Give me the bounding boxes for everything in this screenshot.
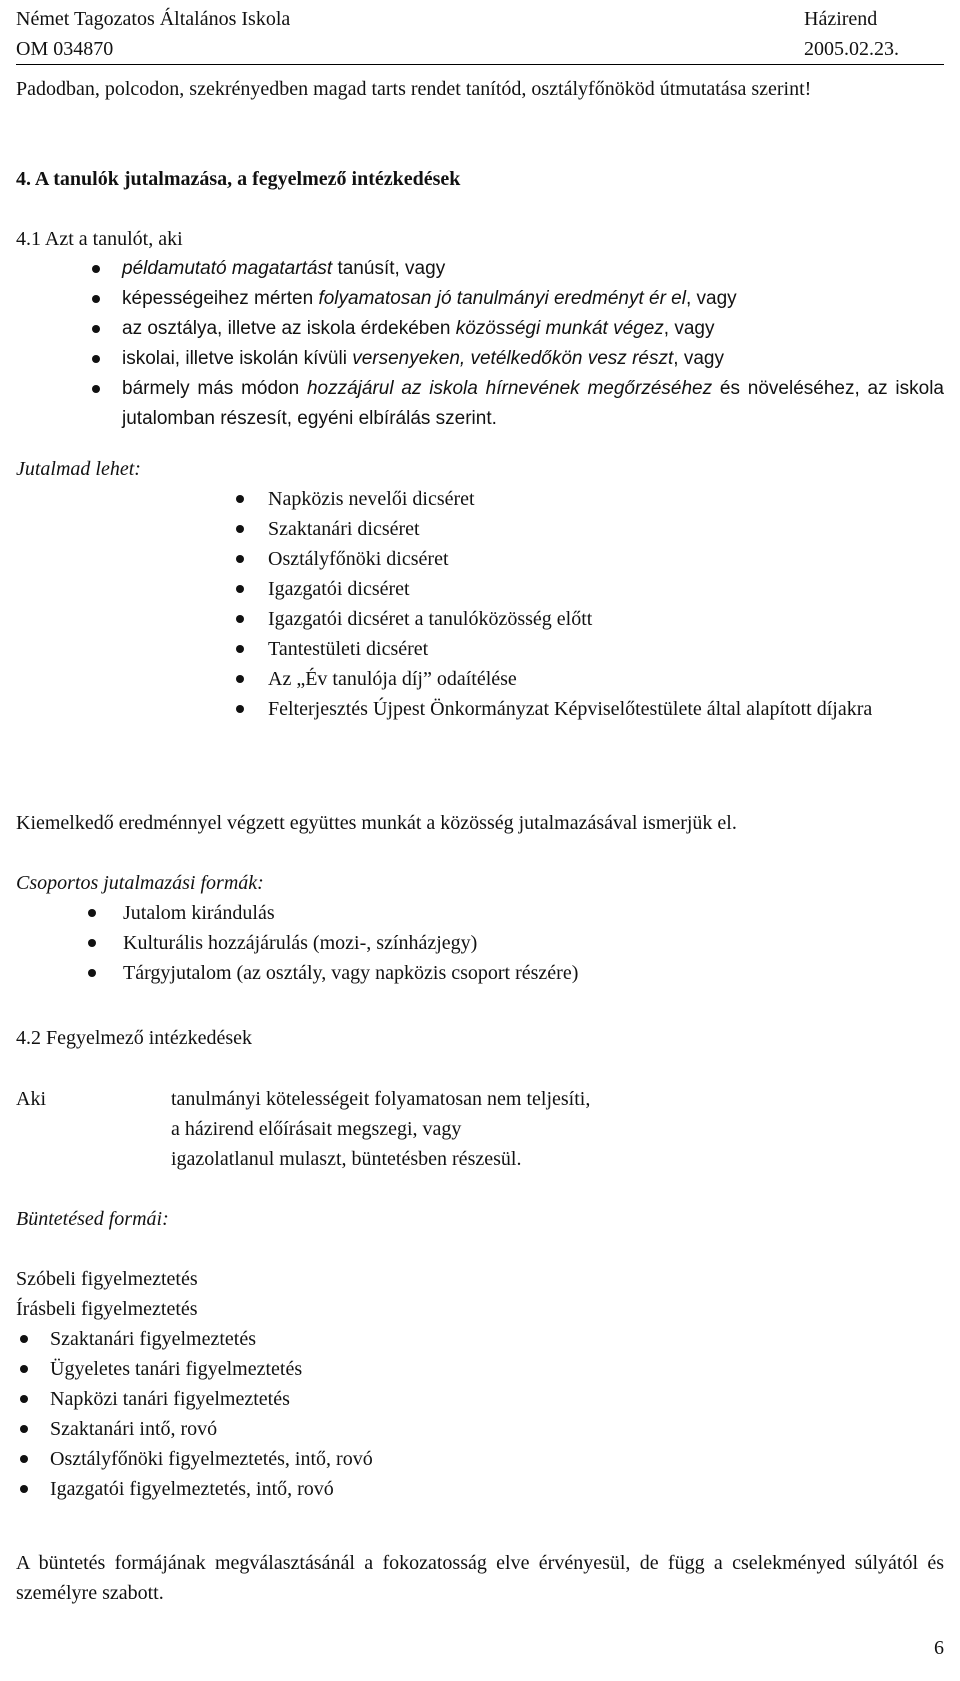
section-4-title: 4. A tanulók jutalmazása, a fegyelmező intézkedések	[16, 168, 461, 190]
punishment-plain-list	[16, 1264, 944, 1324]
reward-text: Tantestületi dicséret	[268, 638, 429, 660]
reward-text: Szaktanári dicséret	[268, 518, 420, 540]
reward-text: Napközis nevelői dicséret	[268, 488, 475, 510]
aki-condition-line: tanulmányi kötelességeit folyamatosan nem teljesíti,	[171, 1088, 591, 1110]
criteria-item	[16, 374, 944, 434]
criteria-emphasis: példamutató magatartást	[122, 258, 333, 279]
group-rewards-label: Csoportos jutalmazási formák:	[16, 872, 264, 894]
reward-text: Az „Év tanulója díj” odaítélése	[268, 668, 517, 690]
punishment-text: Igazgatói figyelmeztetés, intő, rovó	[50, 1478, 334, 1500]
punishment-text: Ügyeletes tanári figyelmeztetés	[50, 1358, 303, 1380]
reward-text: Igazgatói dicséret a tanulóközösség előtt	[268, 608, 593, 630]
teamwork-paragraph: Kiemelkedő eredménnyel végzett együttes munkát a közösség jutalmazásával ismerjük el.	[16, 812, 737, 834]
om-identifier: OM 034870	[16, 38, 114, 60]
reward-text: Igazgatói dicséret	[268, 578, 410, 600]
aki-condition-line: a házirend előírásait megszegi, vagy	[171, 1118, 462, 1140]
reward-text: Felterjesztés Újpest Önkormányzat Képviselőtestülete által alapított díjakra	[268, 698, 873, 720]
criteria-list	[16, 254, 944, 434]
aki-label: Aki	[16, 1088, 46, 1110]
criteria-text: az osztálya, illetve az iskola érdekében	[122, 318, 456, 339]
criteria-emphasis: közösségi munkát végez	[455, 318, 664, 339]
closing-paragraph: A büntetés formájának megválasztásánál a fokozatosság elve érvényesül, de függ a cselekményed súlyától és személyre szabott.	[16, 1552, 944, 1604]
reward-item	[16, 694, 944, 724]
group-rewards-list	[16, 898, 944, 988]
punishment-text: Napközi tanári figyelmeztetés	[50, 1388, 290, 1410]
punishment-text: Osztályfőnöki figyelmeztetés, intő, rovó	[50, 1448, 373, 1470]
criteria-text: , vagy	[663, 318, 715, 339]
document-title: Házirend	[804, 8, 878, 30]
criteria-item	[16, 284, 944, 314]
punishment-item	[16, 1324, 944, 1354]
rewards-list	[16, 484, 944, 724]
punishment-item	[16, 1444, 944, 1474]
reward-item	[16, 664, 944, 694]
group-reward-item	[16, 958, 944, 988]
criteria-text: tanúsít, vagy	[332, 258, 446, 279]
criteria-text: és növeléséhez, az iskola jutalomban részesít, egyéni elbírálás szerint.	[122, 378, 944, 429]
criteria-item	[16, 344, 944, 374]
school-name: Német Tagozatos Általános Iskola	[16, 8, 291, 30]
criteria-emphasis: versenyeken, vetélkedőkön vesz részt	[352, 348, 674, 369]
aki-conditions	[171, 1084, 590, 1174]
intro-paragraph: Padodban, polcodon, szekrényedben magad tarts rendet tanítód, osztályfőnököd útmutatása szerint!	[16, 78, 812, 100]
punishment-text: Szaktanári intő, rovó	[50, 1418, 218, 1440]
criteria-item	[16, 314, 944, 344]
punishment-item	[16, 1414, 944, 1444]
section-4-1-intro: 4.1 Azt a tanulót, aki	[16, 228, 183, 250]
criteria-text: iskolai, illetve iskolán kívüli	[122, 348, 353, 369]
criteria-text: bármely más módon	[122, 378, 307, 399]
document-date: 2005.02.23.	[804, 38, 899, 60]
aki-block	[16, 1084, 944, 1174]
criteria-text: , vagy	[685, 288, 737, 309]
criteria-emphasis: hozzájárul az iskola hírnevének megőrzéséhez	[306, 378, 713, 399]
punishment-text: Szaktanári figyelmeztetés	[50, 1328, 257, 1350]
criteria-item	[16, 254, 944, 284]
punishment-plain-item: Szóbeli figyelmeztetés	[16, 1268, 198, 1290]
reward-item	[16, 634, 944, 664]
punishment-label: Büntetésed formái:	[16, 1208, 169, 1230]
reward-item	[16, 484, 944, 514]
reward-item	[16, 574, 944, 604]
page-number: 6	[934, 1637, 944, 1659]
criteria-text: képességeihez mérten	[122, 288, 319, 309]
group-reward-text: Jutalom kirándulás	[123, 902, 275, 924]
punishment-item	[16, 1354, 944, 1384]
section-4-2-title: 4.2 Fegyelmező intézkedések	[16, 1027, 253, 1049]
group-reward-text: Kulturális hozzájárulás (mozi-, színházjegy)	[123, 932, 478, 954]
group-reward-item	[16, 928, 944, 958]
punishment-plain-item: Írásbeli figyelmeztetés	[16, 1298, 198, 1320]
group-reward-text: Tárgyjutalom (az osztály, vagy napközis csoport részére)	[123, 962, 579, 984]
punishment-item	[16, 1384, 944, 1414]
reward-item	[16, 514, 944, 544]
reward-item	[16, 544, 944, 574]
criteria-text: , vagy	[673, 348, 724, 369]
aki-condition-line: igazolatlanul mulaszt, büntetésben részesül.	[171, 1148, 522, 1170]
reward-item	[16, 604, 944, 634]
criteria-emphasis: folyamatosan jó tanulmányi eredményt ér el	[318, 288, 686, 309]
punishment-list	[16, 1324, 944, 1504]
reward-text: Osztályfőnöki dicséret	[268, 548, 449, 570]
punishment-item	[16, 1474, 944, 1504]
group-reward-item	[16, 898, 944, 928]
rewards-label: Jutalmad lehet:	[16, 458, 141, 480]
page-header	[16, 4, 944, 65]
